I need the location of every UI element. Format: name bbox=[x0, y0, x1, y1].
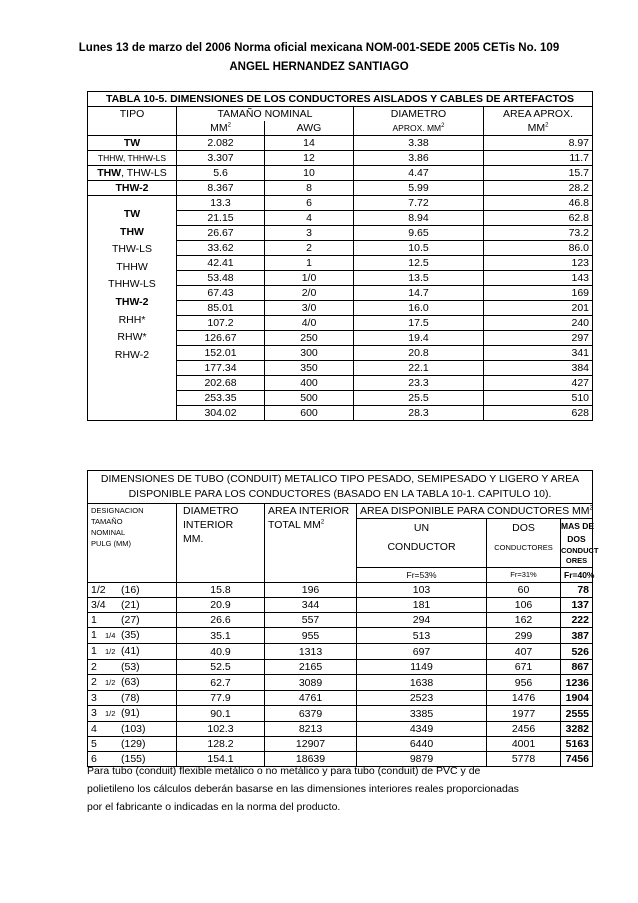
mas-de-dos-cell: 1236 bbox=[561, 675, 593, 691]
pulg-fraction: 1/4 bbox=[105, 631, 116, 640]
area-cell: 6379 bbox=[265, 706, 357, 722]
area-cell: 510 bbox=[484, 391, 593, 406]
mm2-cell: 21.15 bbox=[177, 211, 265, 226]
mas-de-dos-cell: 78 bbox=[561, 583, 593, 598]
mm-value: (129) bbox=[121, 738, 146, 750]
awg-cell: 500 bbox=[265, 391, 354, 406]
area-cell: 240 bbox=[484, 316, 593, 331]
area-cell: 123 bbox=[484, 256, 593, 271]
area-cell: 2165 bbox=[265, 660, 357, 675]
tipo-item: RHH* bbox=[118, 313, 146, 326]
diametro-cell: 15.8 bbox=[177, 583, 265, 598]
mm2-cell: 26.67 bbox=[177, 226, 265, 241]
mm-value: (16) bbox=[121, 584, 140, 596]
area-cell: 201 bbox=[484, 301, 593, 316]
sub-area-mm2-header: $MM^2$ bbox=[484, 121, 593, 136]
un-conductor-cell: 181 bbox=[357, 598, 487, 613]
designacion-cell bbox=[88, 675, 177, 691]
dos-conductores-cell: 1476 bbox=[487, 691, 561, 706]
area-cell: 427 bbox=[484, 376, 593, 391]
diametro-cell: 14.7 bbox=[354, 286, 484, 301]
diametro-cell: 90.1 bbox=[177, 706, 265, 722]
dos-conductores-cell: 671 bbox=[487, 660, 561, 675]
dos-conductores-cell: 1977 bbox=[487, 706, 561, 722]
mm2-cell: 13.3 bbox=[177, 196, 265, 211]
mm2-cell: 3.307 bbox=[177, 151, 265, 166]
conductor-row bbox=[88, 196, 593, 211]
conduit-row bbox=[88, 706, 593, 722]
conductor-dimensions-table bbox=[87, 91, 593, 421]
mm-value: (155) bbox=[121, 753, 146, 765]
area-disponible-header: AREA DISPONIBLE PARA CONDUCTORES $MM^2$ bbox=[357, 504, 593, 519]
col-area-header: AREA APROX. bbox=[484, 107, 593, 122]
conductor-row bbox=[88, 136, 593, 151]
area-cell: 1313 bbox=[265, 644, 357, 660]
conduit-dimensions-table bbox=[87, 470, 599, 767]
mm-value: (21) bbox=[121, 599, 140, 611]
diametro-interior-header: DIAMETRO INTERIOR MM. bbox=[177, 504, 265, 583]
area-cell: 955 bbox=[265, 628, 357, 644]
awg-cell: 250 bbox=[265, 331, 354, 346]
mas-de-dos-cell: 867 bbox=[561, 660, 593, 675]
pulg-value: 3 bbox=[91, 692, 97, 704]
conduit-row bbox=[88, 628, 593, 644]
awg-cell: 3 bbox=[265, 226, 354, 241]
diametro-cell: 25.5 bbox=[354, 391, 484, 406]
dos-conductores-cell: 299 bbox=[487, 628, 561, 644]
mm-value: (41) bbox=[121, 645, 140, 657]
sub-awg-header: AWG bbox=[265, 121, 354, 136]
awg-cell: 8 bbox=[265, 181, 354, 196]
col-tamano-header: TAMAÑO NOMINAL bbox=[177, 107, 354, 122]
mm2-cell: 2.082 bbox=[177, 136, 265, 151]
tipo-item: THW-2 bbox=[115, 295, 149, 308]
dos-conductores-header: DOS CONDUCTORES bbox=[487, 519, 561, 568]
un-conductor-cell: 2523 bbox=[357, 691, 487, 706]
awg-cell: 300 bbox=[265, 346, 354, 361]
diametro-cell: 20.9 bbox=[177, 598, 265, 613]
area-interior-header: AREA INTERIOR TOTAL $MM^2$ bbox=[265, 504, 357, 583]
mm2-cell: 85.01 bbox=[177, 301, 265, 316]
awg-cell: 4 bbox=[265, 211, 354, 226]
pulg-fraction: 1/2 bbox=[105, 647, 116, 656]
conduit-row bbox=[88, 675, 593, 691]
diametro-cell: 26.6 bbox=[177, 613, 265, 628]
sub-diam-aprox-header: APROX. $MM^2$ bbox=[354, 121, 484, 136]
fr31-header: Fr=31% bbox=[487, 568, 561, 583]
conductor-row bbox=[88, 151, 593, 166]
un-conductor-cell: 1149 bbox=[357, 660, 487, 675]
diametro-cell: 102.3 bbox=[177, 722, 265, 737]
diametro-cell: 62.7 bbox=[177, 675, 265, 691]
awg-cell: 600 bbox=[265, 406, 354, 421]
diametro-cell: 5.99 bbox=[354, 181, 484, 196]
mm-value: (27) bbox=[121, 614, 140, 626]
area-cell: 628 bbox=[484, 406, 593, 421]
designacion-cell bbox=[88, 613, 177, 628]
tipo-item: THW bbox=[120, 225, 144, 238]
fr40-header: Fr=40% bbox=[561, 568, 593, 583]
col-tipo-header: TIPO bbox=[88, 107, 177, 122]
mas-de-dos-cell: 387 bbox=[561, 628, 593, 644]
pulg-value: 1 bbox=[91, 645, 97, 657]
tipo-item: THW-LS bbox=[111, 243, 153, 256]
fr53-header: Fr=53% bbox=[357, 568, 487, 583]
un-conductor-cell: 294 bbox=[357, 613, 487, 628]
awg-cell: 4/0 bbox=[265, 316, 354, 331]
awg-cell: 6 bbox=[265, 196, 354, 211]
mas-de-dos-cell: 1904 bbox=[561, 691, 593, 706]
mm-value: (91) bbox=[121, 707, 140, 719]
dos-conductores-cell: 2456 bbox=[487, 722, 561, 737]
dos-conductores-cell: 4001 bbox=[487, 737, 561, 752]
area-cell: 11.7 bbox=[484, 151, 593, 166]
dos-conductores-cell: 407 bbox=[487, 644, 561, 660]
mm2-cell: 67.43 bbox=[177, 286, 265, 301]
diametro-cell: 20.8 bbox=[354, 346, 484, 361]
tipo-item: THHW bbox=[116, 260, 148, 273]
pulg-value: 1/2 bbox=[91, 584, 106, 596]
mm-value: (63) bbox=[121, 676, 140, 688]
diametro-cell: 19.4 bbox=[354, 331, 484, 346]
diametro-cell: 23.3 bbox=[354, 376, 484, 391]
tipo-cell: THW-2 bbox=[88, 181, 177, 196]
dos-conductores-cell: 162 bbox=[487, 613, 561, 628]
awg-cell: 14 bbox=[265, 136, 354, 151]
conduit-row bbox=[88, 737, 593, 752]
awg-cell: 350 bbox=[265, 361, 354, 376]
mas-de-dos-cell: 7456 bbox=[561, 752, 593, 767]
diametro-cell: 16.0 bbox=[354, 301, 484, 316]
mas-de-dos-cell: 3282 bbox=[561, 722, 593, 737]
area-cell: 73.2 bbox=[484, 226, 593, 241]
area-cell: 62.8 bbox=[484, 211, 593, 226]
dos-conductores-cell: 106 bbox=[487, 598, 561, 613]
tipo-cell: THHW, THHW-LS bbox=[88, 151, 177, 166]
conduit-row bbox=[88, 644, 593, 660]
designacion-cell bbox=[88, 737, 177, 752]
pulg-value: 2 bbox=[91, 661, 97, 673]
conduit-row bbox=[88, 598, 593, 613]
conduit-row bbox=[88, 613, 593, 628]
diametro-cell: 35.1 bbox=[177, 628, 265, 644]
un-conductor-cell: 697 bbox=[357, 644, 487, 660]
mm2-cell: 42.41 bbox=[177, 256, 265, 271]
diametro-cell: 3.86 bbox=[354, 151, 484, 166]
awg-cell: 1 bbox=[265, 256, 354, 271]
diametro-cell: 9.65 bbox=[354, 226, 484, 241]
conduit-row bbox=[88, 691, 593, 706]
designacion-cell bbox=[88, 691, 177, 706]
area-cell: 12907 bbox=[265, 737, 357, 752]
pulg-value: 5 bbox=[91, 738, 97, 750]
conductor-row bbox=[88, 166, 593, 181]
awg-cell: 3/0 bbox=[265, 301, 354, 316]
pulg-fraction: 1/2 bbox=[105, 678, 116, 687]
mas-de-dos-cell: 137 bbox=[561, 598, 593, 613]
area-cell: 143 bbox=[484, 271, 593, 286]
conduit-row bbox=[88, 722, 593, 737]
un-conductor-cell: 3385 bbox=[357, 706, 487, 722]
mm-value: (53) bbox=[121, 661, 140, 673]
mm2-cell: 5.6 bbox=[177, 166, 265, 181]
diametro-cell: 4.47 bbox=[354, 166, 484, 181]
designacion-cell bbox=[88, 598, 177, 613]
mas-de-dos-header: MAS DE DOS CONDUCT ORES bbox=[561, 519, 593, 568]
area-cell: 86.0 bbox=[484, 241, 593, 256]
area-cell: 28.2 bbox=[484, 181, 593, 196]
dos-conductores-cell: 60 bbox=[487, 583, 561, 598]
pulg-value: 4 bbox=[91, 723, 97, 735]
mm-value: (78) bbox=[121, 692, 140, 704]
mm2-cell: 253.35 bbox=[177, 391, 265, 406]
area-cell: 8213 bbox=[265, 722, 357, 737]
area-cell: 4761 bbox=[265, 691, 357, 706]
pulg-value: 1 bbox=[91, 614, 97, 626]
diametro-cell: 3.38 bbox=[354, 136, 484, 151]
un-conductor-header: UN CONDUCTOR bbox=[357, 519, 487, 568]
mm2-cell: 152.01 bbox=[177, 346, 265, 361]
area-cell: 8.97 bbox=[484, 136, 593, 151]
diametro-cell: 17.5 bbox=[354, 316, 484, 331]
diametro-cell: 7.72 bbox=[354, 196, 484, 211]
area-cell: 18639 bbox=[265, 752, 357, 767]
conductor-row bbox=[88, 181, 593, 196]
designacion-cell bbox=[88, 722, 177, 737]
area-cell: 341 bbox=[484, 346, 593, 361]
col-diametro-header: DIAMETRO bbox=[354, 107, 484, 122]
pulg-value: 3 bbox=[91, 707, 97, 719]
pulg-value: 6 bbox=[91, 753, 97, 765]
diametro-cell: 52.5 bbox=[177, 660, 265, 675]
awg-cell: 400 bbox=[265, 376, 354, 391]
mm-value: (103) bbox=[121, 723, 146, 735]
un-conductor-cell: 1638 bbox=[357, 675, 487, 691]
page-header-line1: Lunes 13 de marzo del 2006 Norma oficial mexicana NOM-001-SEDE 2005 CETis No. 109 bbox=[78, 42, 560, 54]
diametro-cell: 22.1 bbox=[354, 361, 484, 376]
mm2-cell: 107.2 bbox=[177, 316, 265, 331]
awg-cell: 12 bbox=[265, 151, 354, 166]
tipo-cell: TW bbox=[88, 136, 177, 151]
awg-cell: 10 bbox=[265, 166, 354, 181]
tipo-item: THHW-LS bbox=[108, 278, 156, 291]
table1-title: TABLA 10-5. DIMENSIONES DE LOS CONDUCTORES AISLADOS Y CABLES DE ARTEFACTOS bbox=[88, 92, 593, 107]
un-conductor-cell: 103 bbox=[357, 583, 487, 598]
mm2-cell: 53.48 bbox=[177, 271, 265, 286]
diametro-cell: 8.94 bbox=[354, 211, 484, 226]
page-header-author: ANGEL HERNANDEZ SANTIAGO bbox=[229, 61, 409, 73]
tipo-item: TW bbox=[123, 208, 141, 220]
un-conductor-cell: 513 bbox=[357, 628, 487, 644]
designacion-cell bbox=[88, 644, 177, 660]
table2-title: DIMENSIONES DE TUBO (CONDUIT) METALICO TIPO PESADO, SEMIPESADO Y LIGERO Y AREA DISPONIBLE PARA LOS CONDUCTORES (BASADO EN LA TABLA 10-1. CAPITULO 10). bbox=[88, 471, 593, 504]
tipo-cell bbox=[88, 166, 177, 181]
diametro-cell: 40.9 bbox=[177, 644, 265, 660]
sub-mm-header: $MM^2$ bbox=[177, 121, 265, 136]
area-cell: 15.7 bbox=[484, 166, 593, 181]
diametro-cell: 154.1 bbox=[177, 752, 265, 767]
tipo-rest: , THW-LS bbox=[121, 167, 167, 179]
conduit-row bbox=[88, 583, 593, 598]
dos-conductores-cell: 956 bbox=[487, 675, 561, 691]
dos-conductores-cell: 5778 bbox=[487, 752, 561, 767]
mm2-cell: 177.34 bbox=[177, 361, 265, 376]
area-cell: 384 bbox=[484, 361, 593, 376]
designacion-cell bbox=[88, 628, 177, 644]
area-cell: 557 bbox=[265, 613, 357, 628]
diametro-cell: 10.5 bbox=[354, 241, 484, 256]
tipo-item: RHW* bbox=[117, 331, 147, 344]
pulg-value: 1 bbox=[91, 629, 97, 641]
diametro-cell: 13.5 bbox=[354, 271, 484, 286]
designacion-header: DESIGNACION TAMAÑO NOMINAL PULG (MM) bbox=[88, 504, 177, 583]
mm2-cell: 304.02 bbox=[177, 406, 265, 421]
diametro-cell: 28.3 bbox=[354, 406, 484, 421]
pulg-value: 2 bbox=[91, 676, 97, 688]
un-conductor-cell: 4349 bbox=[357, 722, 487, 737]
area-cell: 3089 bbox=[265, 675, 357, 691]
mas-de-dos-cell: 2555 bbox=[561, 706, 593, 722]
pulg-value: 3/4 bbox=[91, 599, 106, 611]
mas-de-dos-cell: 526 bbox=[561, 644, 593, 660]
tipo-thw-bold: THW bbox=[97, 167, 122, 179]
footnote: Para tubo (conduit) flexible metálico o no metálico y para tubo (conduit) de PVC y de polietileno los cálculos deberán basarse en las dimensiones interiores reales proporcionadas por el fabricante o indicadas en la norma del producto. bbox=[87, 765, 519, 813]
area-cell: 344 bbox=[265, 598, 357, 613]
tipo-item: RHW-2 bbox=[114, 348, 150, 361]
conduit-row bbox=[88, 660, 593, 675]
un-conductor-cell: 6440 bbox=[357, 737, 487, 752]
awg-cell: 1/0 bbox=[265, 271, 354, 286]
mas-de-dos-cell: 5163 bbox=[561, 737, 593, 752]
mm2-cell: 33.62 bbox=[177, 241, 265, 256]
mas-de-dos-cell: 222 bbox=[561, 613, 593, 628]
area-cell: 297 bbox=[484, 331, 593, 346]
mm2-cell: 8.367 bbox=[177, 181, 265, 196]
mm2-cell: 202.68 bbox=[177, 376, 265, 391]
diametro-cell: 128.2 bbox=[177, 737, 265, 752]
area-cell: 46.8 bbox=[484, 196, 593, 211]
mm2-cell: 126.67 bbox=[177, 331, 265, 346]
awg-cell: 2/0 bbox=[265, 286, 354, 301]
diametro-cell: 12.5 bbox=[354, 256, 484, 271]
un-conductor-cell: 9879 bbox=[357, 752, 487, 767]
area-cell: 196 bbox=[265, 583, 357, 598]
empty-cell bbox=[88, 121, 177, 136]
tipo-group-cell bbox=[88, 196, 177, 421]
area-cell: 169 bbox=[484, 286, 593, 301]
diametro-cell: 77.9 bbox=[177, 691, 265, 706]
mm-value: (35) bbox=[121, 629, 140, 641]
pulg-fraction: 1/2 bbox=[105, 709, 116, 718]
designacion-cell bbox=[88, 706, 177, 722]
designacion-cell bbox=[88, 583, 177, 598]
awg-cell: 2 bbox=[265, 241, 354, 256]
designacion-cell bbox=[88, 660, 177, 675]
